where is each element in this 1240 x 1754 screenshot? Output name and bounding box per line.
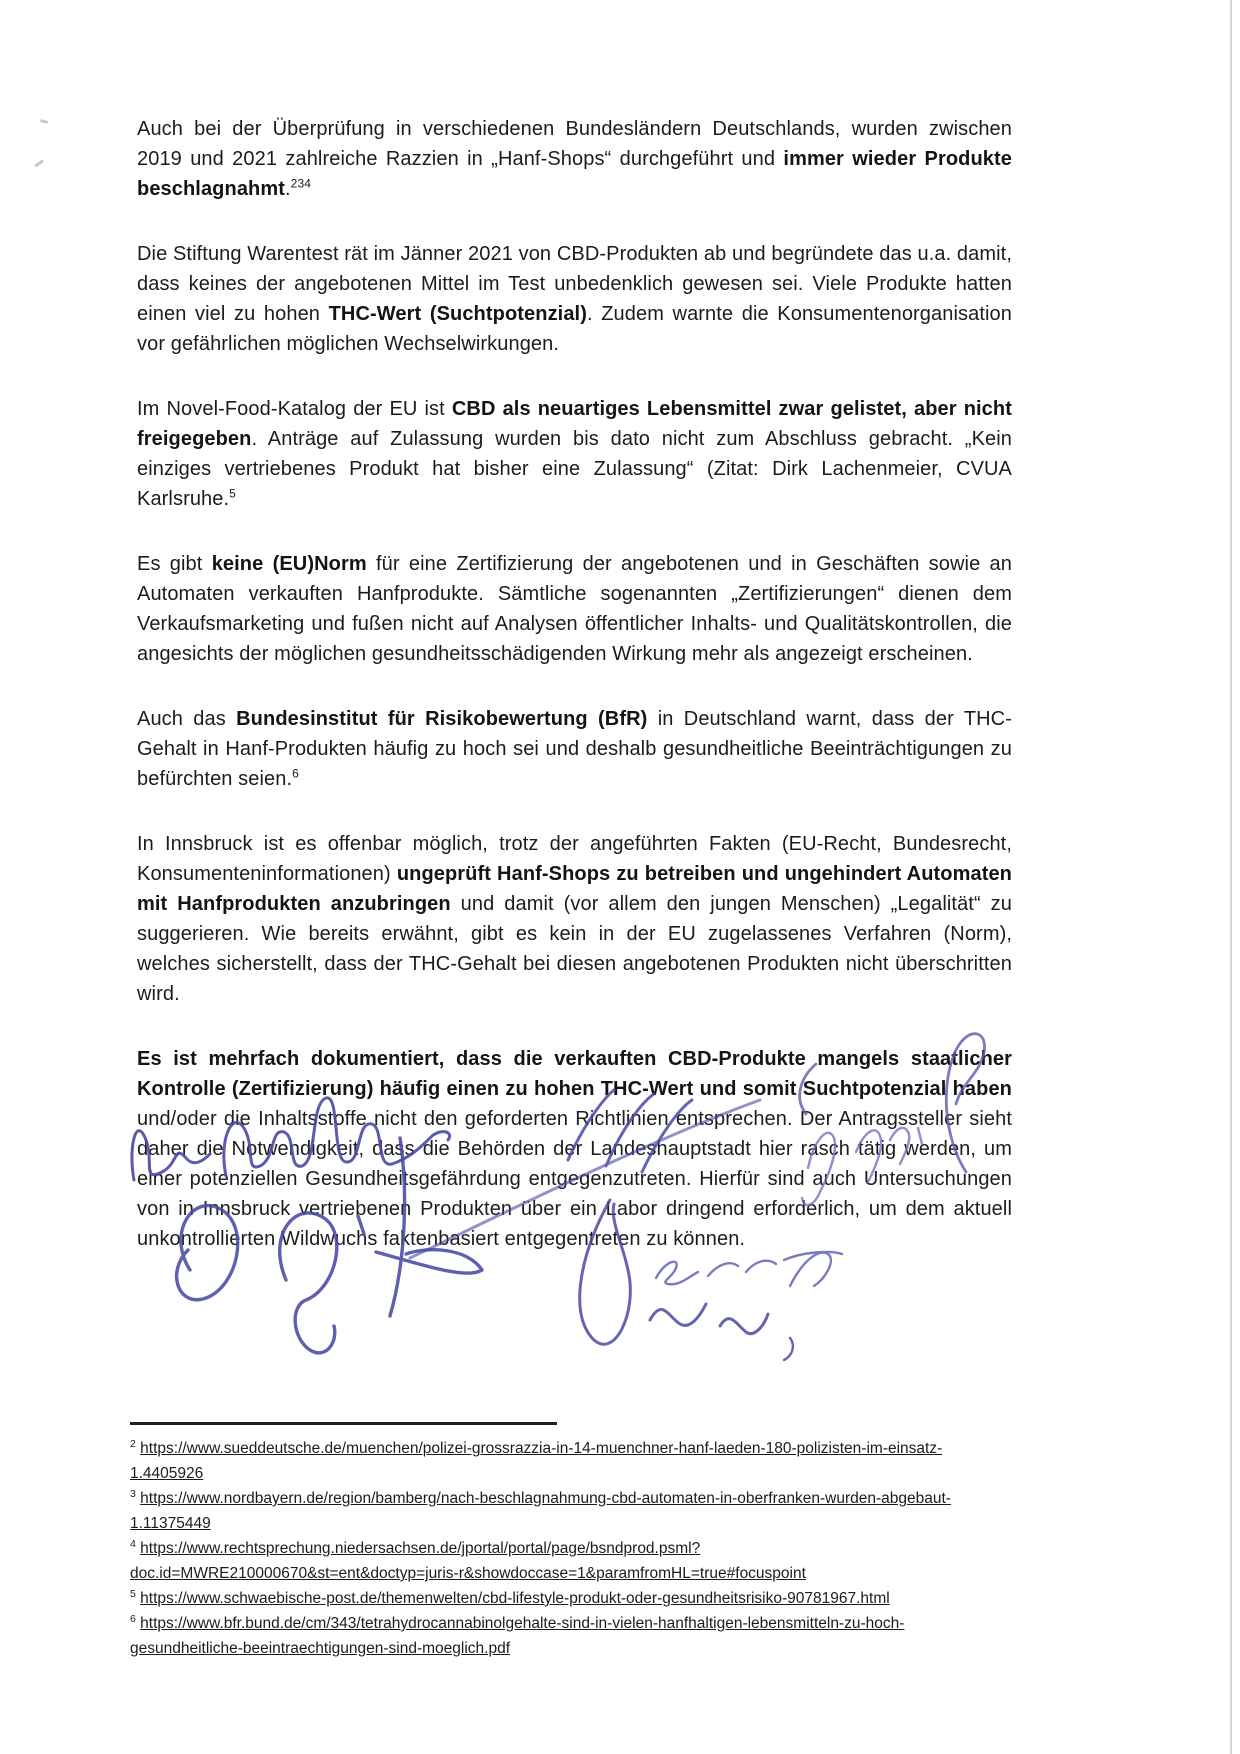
footnote-separator-rule [130, 1422, 557, 1425]
footnote-number: 2 [130, 1437, 136, 1450]
footnote-link[interactable]: https://www.nordbayern.de/region/bamberg/nach-beschlagnahmung-cbd-automaten-in-oberfranken-wurden-abgebaut-1.11375449 [130, 1490, 951, 1532]
paragraph: Die Stiftung Warentest rät im Jänner 2021 von CBD-Produkten ab und begründete das u.a. damit, dass keines der angebotenen Mittel im Test unbedenklich gewesen sei. Viele Produkte hatten einen viel zu hohen THC-Wert (Suchtpotenzial). Zudem warnte die Konsumentenorganisation vor gefährlichen möglichen Wechselwirkungen. [137, 243, 1012, 355]
footnote-link[interactable]: https://www.sueddeutsche.de/muenchen/polizei-grossrazzia-in-14-muenchner-hanf-laeden-180-polizisten-im-einsatz-1.4405926 [130, 1440, 943, 1482]
footnote [130, 1486, 992, 1536]
footnote-link[interactable]: https://www.rechtsprechung.niedersachsen.de/jportal/portal/page/bsndprod.psml?doc.id=MWRE210000670&st=ent&doctyp=juris-r&showdoccase=1&paramfromHL=true#focuspoint [130, 1540, 806, 1582]
footnote-number: 4 [130, 1537, 136, 1550]
scan-artifact-mark [40, 119, 48, 124]
paragraph: Auch das Bundesinstitut für Risikobewertung (BfR) in Deutschland warnt, dass der THC-Gehalt in Hanf-Produkten häufig zu hoch sei und deshalb gesundheitliche Beeinträchtigungen zu befürchten seien.$^6$ [137, 708, 1012, 790]
paragraph: In Innsbruck ist es offenbar möglich, trotz der angeführten Fakten (EU-Recht, Bundesrecht, Konsumenteninformationen) ungeprüft Hanf-Shops zu betreiben und ungehindert Automaten mit Hanfprodukten anzubringen und damit (vor allem den jungen Menschen) „Legalität“ zu suggerieren. Wie bereits erwähnt, gibt es kein in der EU zugelassenes Verfahren (Norm), welches sicherstellt, dass der THC-Gehalt bei diesen angebotenen Produkten nicht überschritten wird. [137, 833, 1013, 1005]
paragraph: Im Novel-Food-Katalog der EU ist CBD als neuartiges Lebensmittel zwar gelistet, aber nicht freigegeben. Anträge auf Zulassung wurden bis dato nicht zum Abschluss gebracht. „Kein einziges vertriebenes Produkt hat bisher eine Zulassung“ (Zitat: Dirk Lachenmeier, CVUA Karlsruhe.$^5$ [137, 398, 1012, 510]
footnotes [130, 1436, 992, 1661]
footnote-link[interactable]: https://www.bfr.bund.de/cm/343/tetrahydrocannabinolgehalte-sind-in-vielen-hanfhaltigen-lebensmitteln-zu-hoch-gesundheitliche-beeintraechtigungen-sind-moeglich.pdf [130, 1615, 905, 1657]
footnote-number: 5 [130, 1587, 136, 1600]
footnote [130, 1586, 992, 1611]
footnote [130, 1436, 992, 1486]
paragraph: Es ist mehrfach dokumentiert, dass die verkauften CBD-Produkte mangels staatlicher Kontrolle (Zertifizierung) häufig einen zu hohen THC-Wert und somit Suchtpotenzial haben und/oder die Inhaltsstoffe nicht den geforderten Richtlinien entsprechen. Der Antragssteller sieht daher die Notwendigkeit, dass die Behörden der Landeshauptstadt hier rasch tätig werden, um einer potenziellen Gesundheitsgefährdung entgegenzutreten. Hierfür sind auch Untersuchungen von in Innsbruck vertriebenen Produkten über ein Labor dringend erforderlich, um dem aktuell unkontrollierten Wildwuchs faktenbasiert entgegentreten zu können. [137, 1048, 1012, 1250]
footnote-number: 3 [130, 1487, 136, 1500]
footnote-link[interactable]: https://www.schwaebische-post.de/themenwelten/cbd-lifestyle-produkt-oder-gesundheitsrisiko-90781967.html [140, 1590, 890, 1607]
body-paragraphs [137, 114, 1012, 1289]
scan-edge-shadow [1230, 0, 1232, 1754]
paragraph: Auch bei der Überprüfung in verschiedenen Bundesländern Deutschlands, wurden zwischen 2019 und 2021 zahlreiche Razzien in „Hanf-Shops“ durchgeführt und immer wieder Produkte beschlagnahmt.$^{234}$ [137, 118, 1012, 200]
footnote [130, 1536, 992, 1586]
scan-artifact-mark [34, 159, 44, 167]
footnote-number: 6 [130, 1612, 136, 1625]
paragraph: Es gibt keine (EU)Norm für eine Zertifizierung der angebotenen und in Geschäften sowie an Automaten verkauften Hanfprodukte. Sämtliche sogenannten „Zertifizierungen“ dienen dem Verkaufsmarketing und fußen nicht auf Analysen öffentlicher Inhalts- und Qualitätskontrollen, die angesichts der möglichen gesundheitsschädigenden Wirkung mehr als angezeigt erscheinen. [137, 553, 1013, 665]
footnote [130, 1611, 992, 1661]
